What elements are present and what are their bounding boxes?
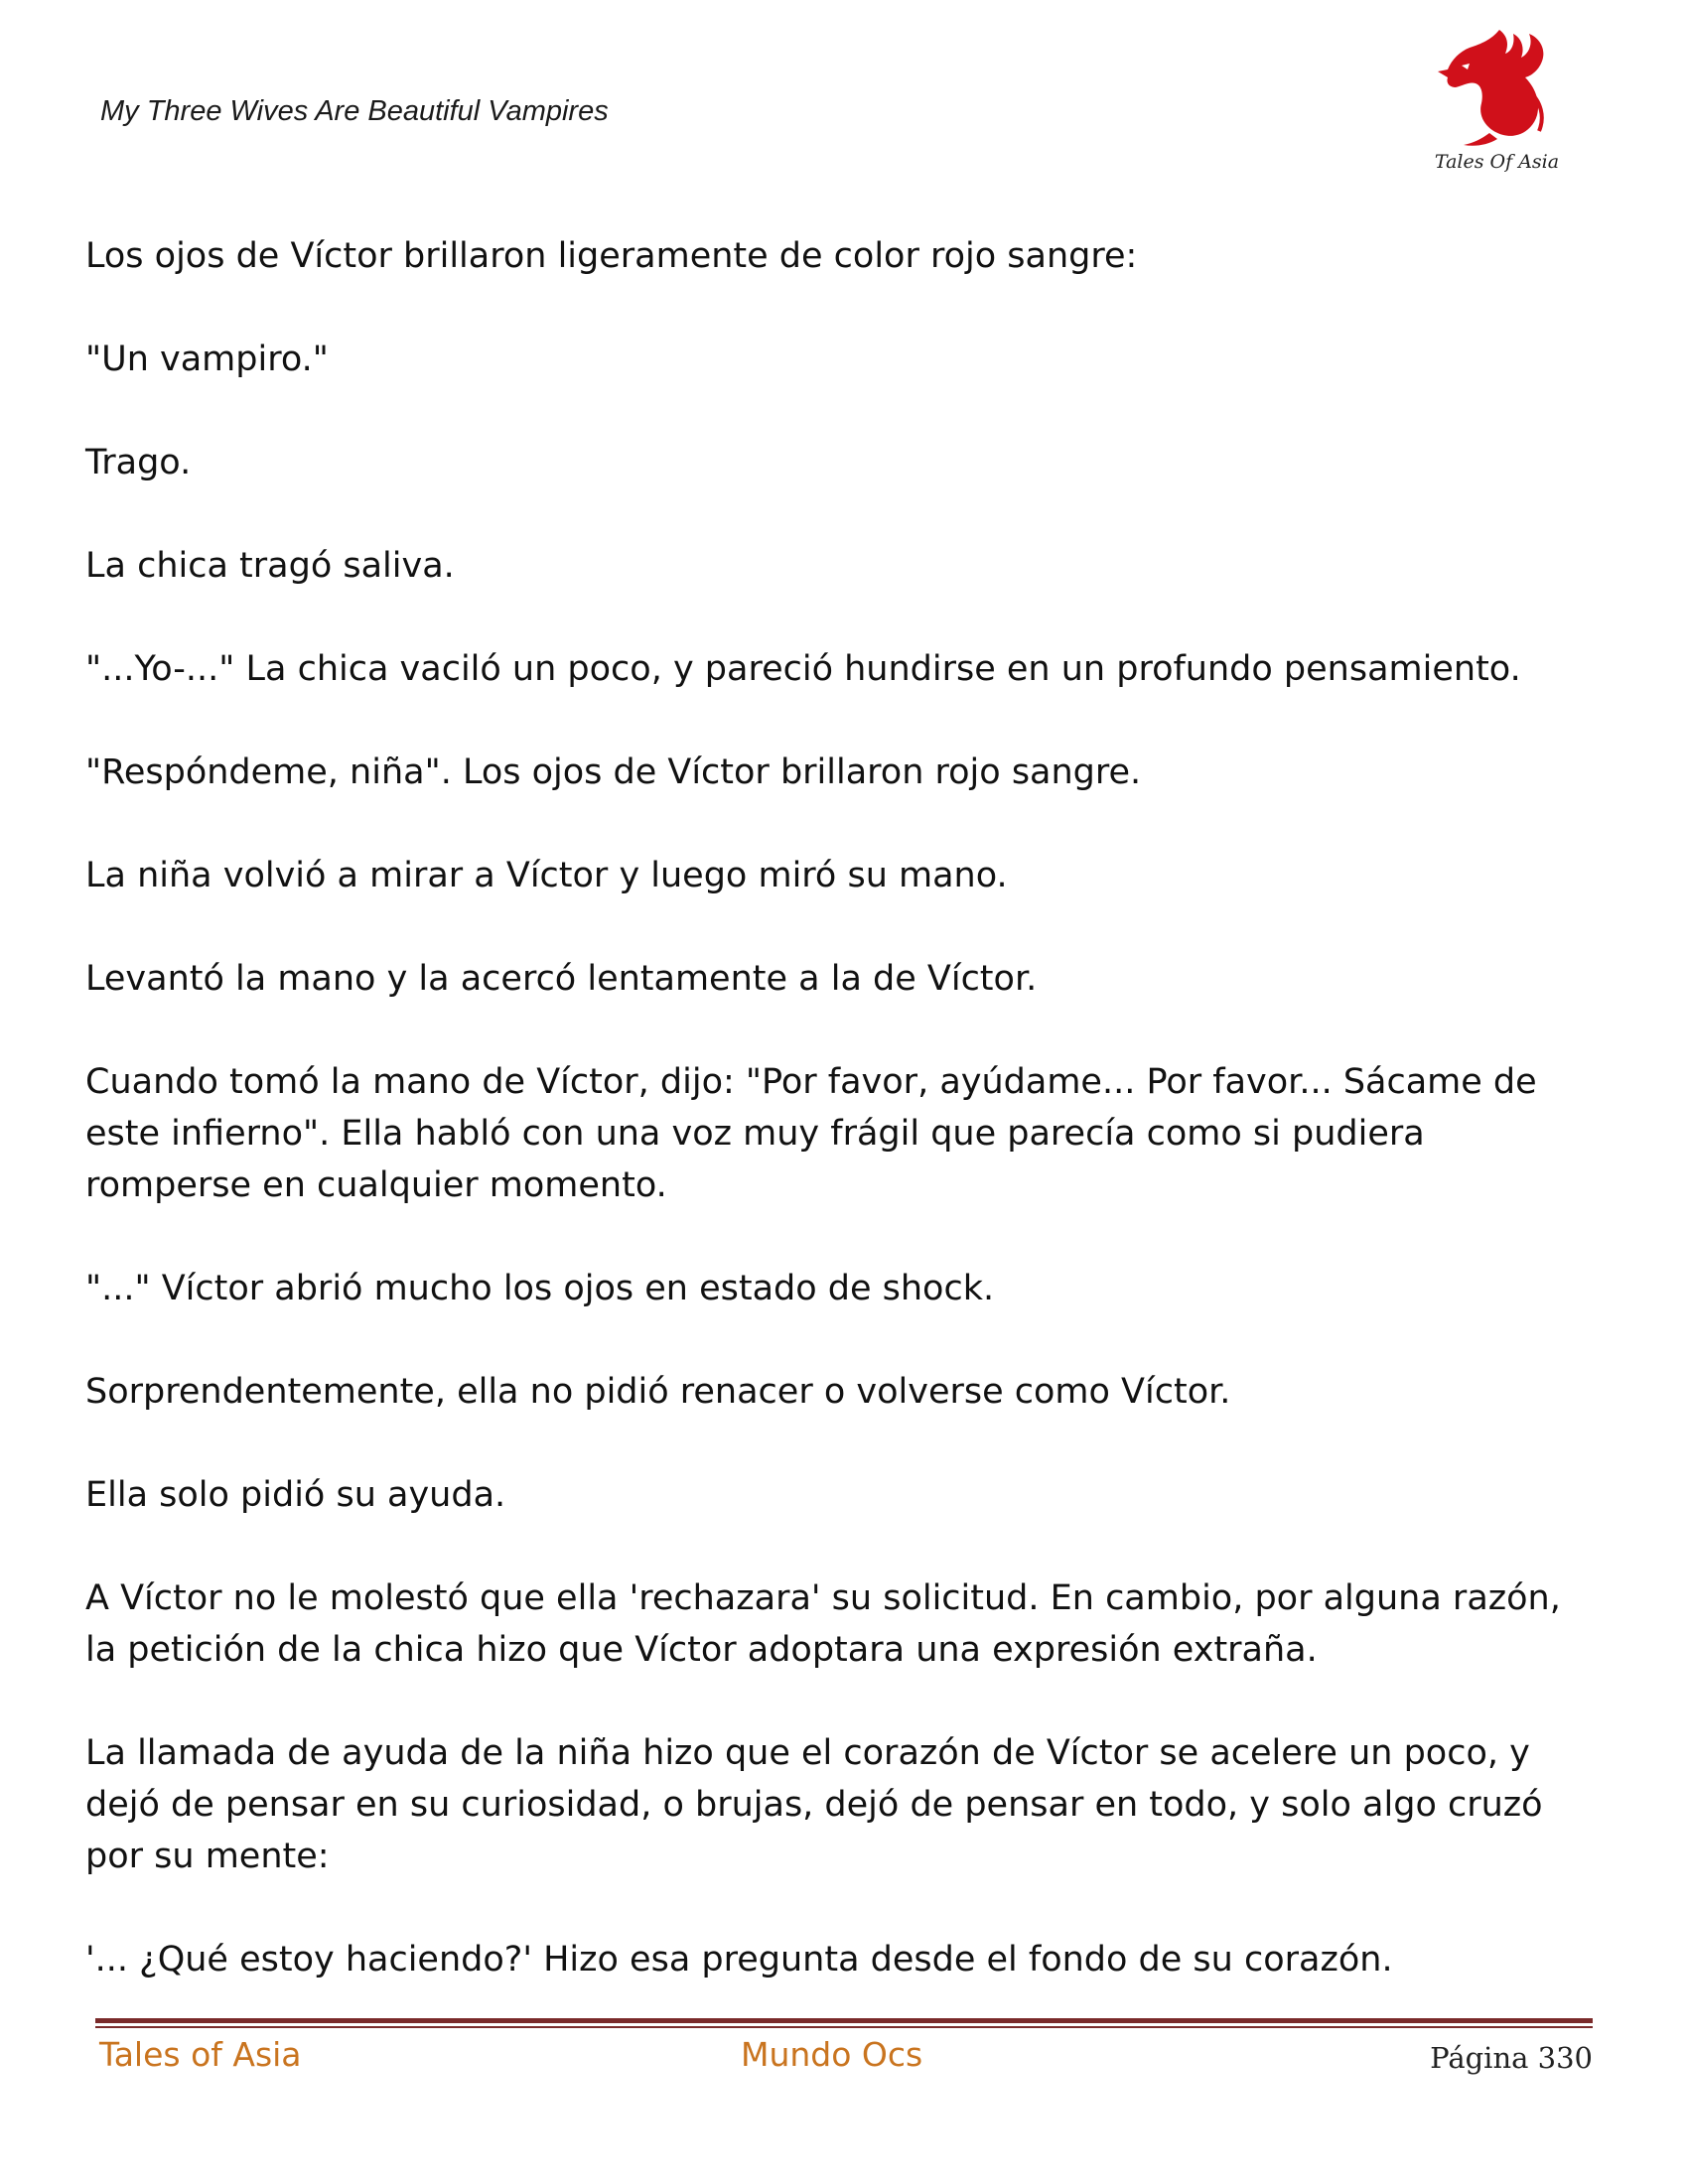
paragraph: Trago. bbox=[85, 443, 192, 482]
footer-site-name: Tales of Asia bbox=[99, 2035, 302, 2074]
paragraph: La llamada de ayuda de la niña hizo que el corazón de Víctor se acelere un poco, y dejó de pensar en su curiosidad, o brujas, dejó de pensar en todo, y solo algo cruzó por su mente: bbox=[85, 1733, 1543, 1876]
paragraph: La chica tragó saliva. bbox=[85, 546, 455, 586]
paragraph: Levantó la mano y la acercó lentamente a la de Víctor. bbox=[85, 959, 1038, 999]
paragraph: La niña volvió a mirar a Víctor y luego miró su mano. bbox=[85, 856, 1008, 895]
paragraph: A Víctor no le molestó que ella 'rechazara' su solicitud. En cambio, por alguna razón, la petición de la chica hizo que Víctor adoptara una expresión extraña. bbox=[85, 1578, 1561, 1670]
footer-section-name: Mundo Ocs bbox=[741, 2035, 923, 2074]
page-number: Página 330 bbox=[1430, 2041, 1593, 2075]
paragraph: "...Yo-..." La chica vaciló un poco, y pareció hundirse en un profundo pensamiento. bbox=[85, 649, 1521, 689]
footer-divider bbox=[95, 2018, 1593, 2023]
paragraph: "..." Víctor abrió mucho los ojos en estado de shock. bbox=[85, 1269, 995, 1308]
dragon-icon bbox=[1430, 22, 1564, 156]
paragraph: Los ojos de Víctor brillaron ligeramente de color rojo sangre: bbox=[85, 236, 1138, 276]
book-title: My Three Wives Are Beautiful Vampires bbox=[100, 95, 609, 127]
tales-of-asia-logo bbox=[1430, 22, 1564, 181]
footer-divider-thin bbox=[95, 2026, 1593, 2028]
paragraph: Ella solo pidió su ayuda. bbox=[85, 1475, 506, 1515]
paragraph: "Un vampiro." bbox=[85, 340, 329, 379]
paragraph: '... ¿Qué estoy haciendo?' Hizo esa pregunta desde el fondo de su corazón. bbox=[85, 1940, 1393, 1979]
paragraph: Cuando tomó la mano de Víctor, dijo: "Por favor, ayúdame... Por favor... Sácame de este infierno". Ella habló con una voz muy frágil que parecía como si pudiera romperse en cualquier momento. bbox=[85, 1062, 1537, 1205]
paragraph: Sorprendentemente, ella no pidió renacer o volverse como Víctor. bbox=[85, 1372, 1231, 1412]
page-body bbox=[85, 230, 1595, 2037]
logo-text: Tales Of Asia bbox=[1434, 151, 1560, 173]
paragraph: "Respóndeme, niña". Los ojos de Víctor brillaron rojo sangre. bbox=[85, 752, 1142, 792]
